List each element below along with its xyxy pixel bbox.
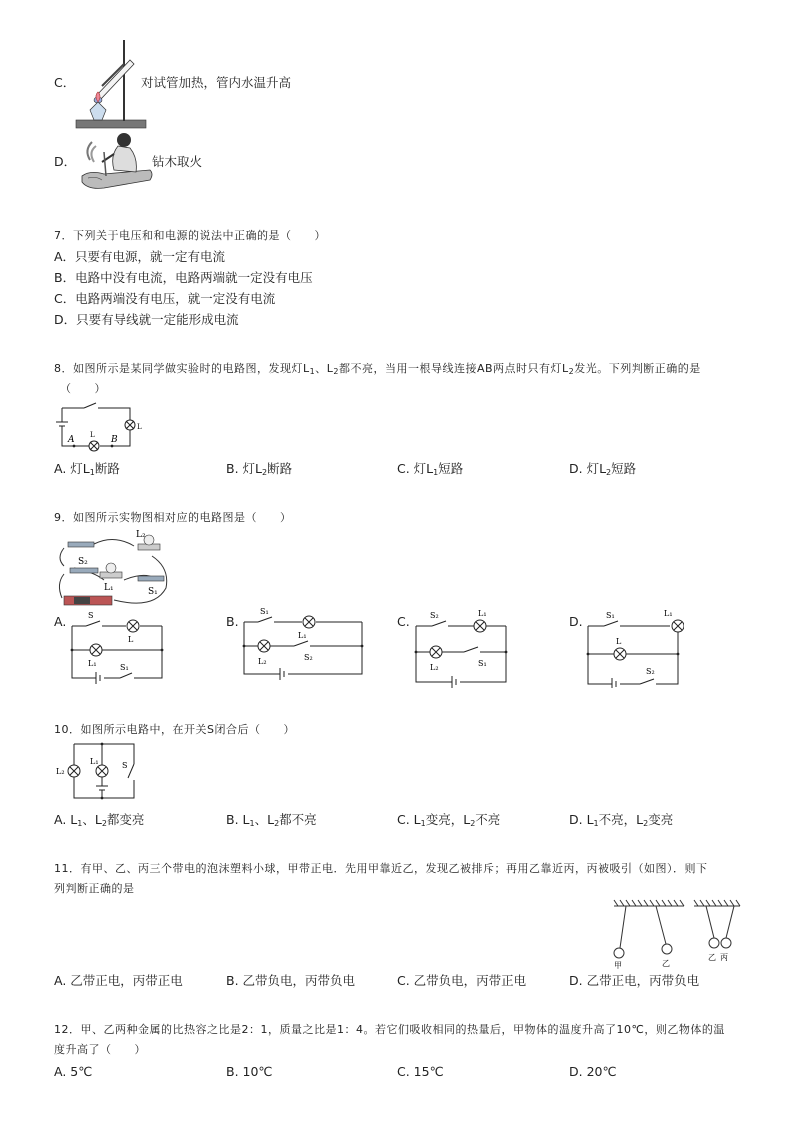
q10-label-l1: L₁ — [90, 757, 99, 766]
q9d-s1: S₁ — [606, 611, 615, 620]
q8-label-l2: L — [137, 423, 142, 431]
q9b-s2: S₂ — [304, 653, 313, 662]
q9-photo-s1: S₁ — [148, 587, 158, 597]
q10-option-c: C. $L_1$变亮，$L_2$不亮 — [397, 812, 501, 828]
q11-hanging-balls-figure — [612, 898, 742, 970]
q10-label-l2: L₂ — [56, 767, 65, 776]
q9-option-b-circuit — [240, 606, 366, 682]
q11-option-d: D. 乙带正电，丙带负电 — [569, 973, 700, 988]
q8-option-a: A. 灯$L_1$断路 — [54, 461, 120, 477]
q9-option-a-label: A. — [54, 614, 67, 629]
q6-option-d-text: 钻木取火 — [152, 154, 203, 169]
q12-option-c: C. 15℃ — [397, 1064, 444, 1079]
q12-option-a: A. 5℃ — [54, 1064, 93, 1079]
q7-option-c: C．电路两端没有电压，就一定没有电流 — [54, 291, 276, 306]
q9a-l1: L₁ — [88, 659, 97, 668]
q9-physical-circuit-photo — [54, 528, 172, 612]
q9-photo-l2: L₂ — [136, 530, 146, 540]
q7-option-a: A．只要有电源，就一定有电流 — [54, 249, 226, 264]
q12-option-b: B. 10℃ — [226, 1064, 273, 1079]
q11-option-c: C. 乙带负电，丙带正电 — [397, 973, 527, 988]
q8-stem: 8．如图所示是某同学做实验时的电路图，发现灯$L_1$、$L_2$都不亮，当用一根导线连接AB两点时只有灯$L_2$发光。下列判断正确的是 — [54, 362, 701, 376]
q9a-s1: S₁ — [120, 663, 129, 672]
q9-option-c-label: C. — [397, 614, 410, 629]
q9c-l1: L₁ — [478, 609, 487, 618]
q8-option-d: D. 灯$L_2$短路 — [569, 461, 637, 477]
q10-label-s: S — [122, 761, 128, 770]
q9a-l: L — [128, 635, 134, 644]
q9-option-c-circuit — [412, 606, 512, 688]
q11-stem-line2: 列判断正确的是 — [54, 882, 135, 895]
q10-option-a: A. $L_1$、$L_2$都变亮 — [54, 812, 145, 828]
q6-option-d-label: D． — [54, 154, 77, 169]
q11-option-b: B. 乙带负电，丙带负电 — [226, 973, 356, 988]
q9d-s2: S₂ — [646, 667, 655, 676]
q9a-s: S — [88, 611, 94, 620]
q8-option-b: B. 灯$L_2$断路 — [226, 461, 293, 477]
drilling-wood-fire-figure — [80, 130, 154, 194]
q9-option-b-label: B. — [226, 614, 239, 629]
q8-label-b: B — [111, 435, 118, 445]
q12-stem-line1: 12．甲、乙两种金属的比热容之比是2：1，质量之比是1：4。若它们吸收相同的热量后，甲物体的温度升高了10℃，则乙物体的温 — [54, 1023, 725, 1036]
q8-option-c: C. 灯$L_1$短路 — [397, 461, 464, 477]
q9c-l2: L₂ — [430, 663, 439, 672]
q6-option-c-text: 对试管加热，管内水温升高 — [141, 75, 292, 90]
q7-option-d: D．只要有导线就一定能形成电流 — [54, 312, 239, 327]
q10-option-d: D. $L_1$不亮，$L_2$变亮 — [569, 812, 674, 828]
test-tube-heating-figure — [72, 38, 150, 130]
q11-label-yi: 乙 — [662, 959, 670, 968]
q9-option-a-circuit — [68, 610, 168, 684]
q7-option-b: B．电路中没有电流，电路两端就一定没有电压 — [54, 270, 313, 285]
q8-circuit-figure — [54, 400, 158, 456]
q11-label-bing: 丙 — [720, 953, 728, 962]
q9-option-d-circuit — [584, 604, 684, 688]
q8-stem-blank: （ ） — [60, 382, 106, 395]
q8-label-l1: L — [90, 431, 95, 439]
q9-photo-l1: L₁ — [104, 583, 114, 593]
q11-label-yi2: 乙 — [708, 953, 716, 962]
q11-label-jia: 甲 — [614, 961, 622, 970]
q10-stem: 10．如图所示电路中，在开关S闭合后（ ） — [54, 723, 295, 736]
q9d-l: L — [616, 637, 622, 646]
q12-option-d: D. 20℃ — [569, 1064, 617, 1079]
q9c-s1: S₁ — [478, 659, 487, 668]
q9-stem: 9．如图所示实物图相对应的电路图是（ ） — [54, 511, 292, 524]
q9d-l1: L₁ — [664, 609, 673, 618]
q8-label-a: A — [68, 435, 75, 445]
q9b-l1: L₁ — [298, 631, 307, 640]
q11-option-a: A. 乙带正电，丙带正电 — [54, 973, 183, 988]
q11-stem-line1: 11．有甲、乙、丙三个带电的泡沫塑料小球，甲带正电．先用甲靠近乙，发现乙被排斥；再用乙靠近丙，丙被吸引（如图）．则下 — [54, 862, 708, 875]
q9-option-d-label: D. — [569, 614, 583, 629]
q10-option-b: B. $L_1$、$L_2$都不亮 — [226, 812, 317, 828]
q7-stem: 7．下列关于电压和和电源的说法中正确的是（ ） — [54, 229, 326, 242]
q12-stem-line2: 度升高了（ ） — [54, 1043, 146, 1056]
q10-circuit-figure — [54, 740, 146, 802]
q9c-s2: S₂ — [430, 611, 439, 620]
q9-photo-s2: S₂ — [78, 557, 88, 567]
q9b-s1: S₁ — [260, 607, 269, 616]
q6-option-c-label: C． — [54, 75, 76, 90]
q9b-l2: L₂ — [258, 657, 267, 666]
